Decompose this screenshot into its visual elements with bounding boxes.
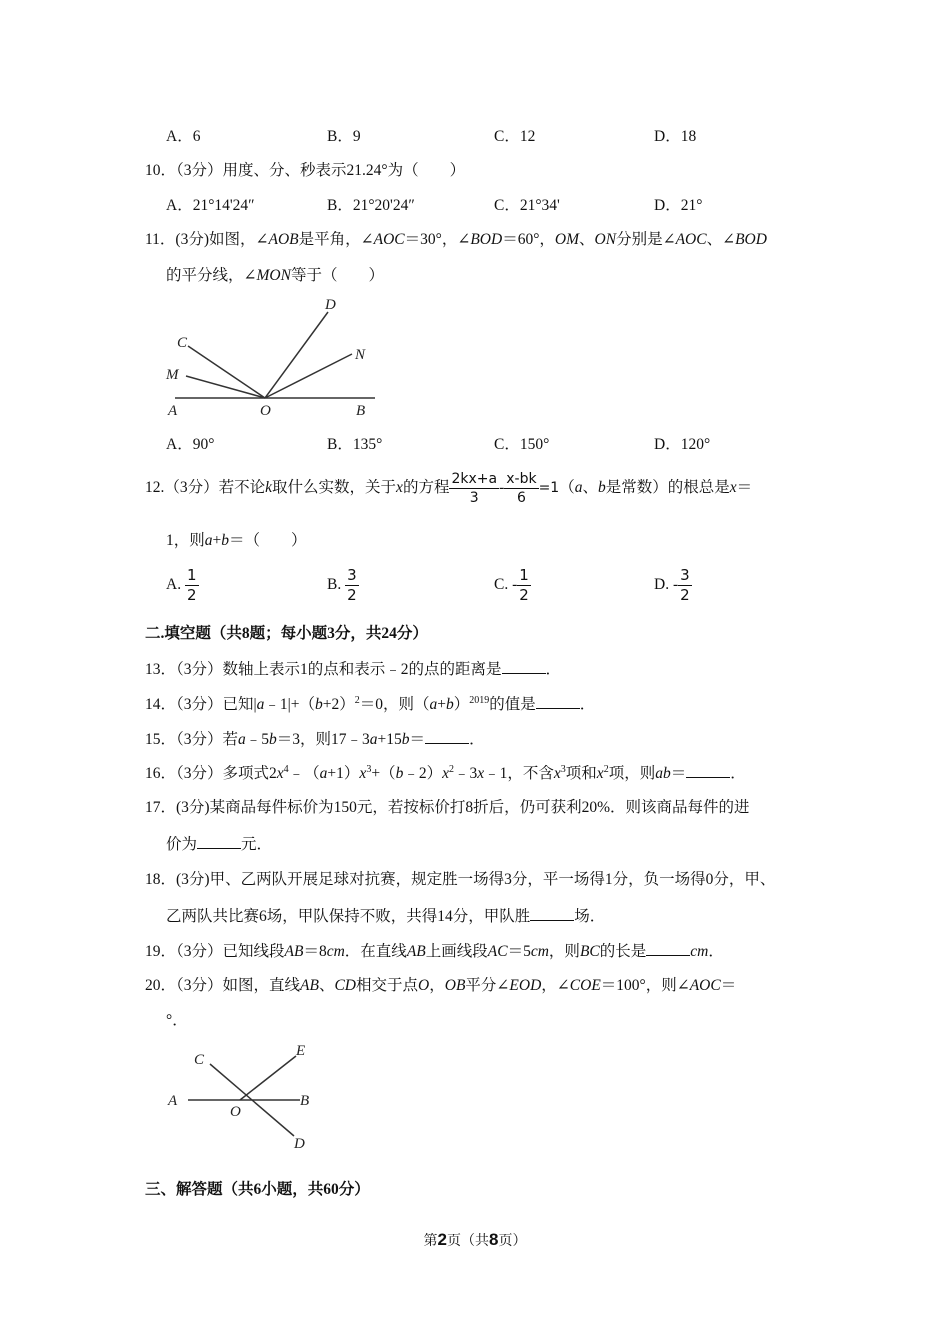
question-17-line1 — [145, 798, 750, 818]
math-var: BOD — [470, 231, 503, 248]
label-c: C — [194, 1052, 205, 1068]
answer-blank — [425, 729, 469, 744]
q10-text — [145, 161, 465, 181]
text-run: 16．（3分）多项式2 — [145, 765, 277, 782]
text-run: 10．（3分）用度、分、秒表示21.24°为（ ） — [145, 162, 466, 179]
superscript: 2 — [354, 695, 360, 706]
text-run: 是平角，∠ — [298, 231, 374, 248]
text-run: 分别是∠ — [616, 231, 676, 248]
math-var: x — [359, 765, 367, 782]
label-a: A — [168, 1093, 178, 1109]
answer-blank — [502, 659, 546, 674]
question-19-line1 — [145, 941, 724, 962]
var-k: k — [265, 479, 273, 496]
q11-option-a: A．90° — [166, 436, 215, 453]
q11-text-line2 — [166, 266, 384, 286]
var-x: x — [396, 479, 403, 496]
math-var: AOC — [373, 231, 405, 248]
superscript: 3 — [366, 764, 372, 775]
q11-angle-figure — [160, 290, 390, 425]
numerator: 3 — [680, 566, 690, 584]
q9-option-a: A．6 — [166, 128, 201, 145]
text-run: ﹣（ — [288, 765, 320, 782]
math-var: b — [395, 765, 404, 782]
answer-blank — [536, 694, 580, 709]
text-run: ． — [708, 943, 724, 960]
q9-option-d: D．18 — [654, 128, 697, 145]
superscript: 2019 — [469, 695, 490, 706]
q12-option-d — [654, 566, 692, 605]
label-d: D — [294, 1136, 305, 1152]
text-run: +15 — [377, 731, 402, 748]
math-var: x — [596, 765, 604, 782]
superscript: 2 — [448, 764, 454, 775]
text-run: ﹣5 — [245, 731, 270, 748]
text-run: ＝5 — [507, 943, 531, 960]
superscript: 3 — [560, 764, 566, 775]
text-run: 项，则 — [608, 765, 656, 782]
label-b: B — [300, 1093, 310, 1109]
numerator: 2kx+a — [451, 470, 498, 487]
text-run: °． — [166, 1012, 188, 1029]
option-letter: B. — [327, 576, 346, 594]
math-var: a — [369, 731, 378, 748]
math-var: AC — [487, 943, 508, 960]
math-var: EOD — [509, 977, 542, 994]
q12-text: 是常数）的根总是 — [605, 479, 730, 496]
math-var: x — [442, 765, 449, 782]
denominator: 3 — [469, 489, 479, 506]
text-run: +1） — [327, 765, 360, 782]
question-16-line1 — [145, 763, 746, 784]
q12-text: 12.（3分）若不论 — [145, 479, 266, 496]
math-var: b — [221, 532, 230, 549]
text-run: ＝ — [670, 765, 687, 782]
denominator: 2 — [186, 586, 197, 604]
text-run: ． — [545, 661, 562, 678]
numerator: 3 — [347, 566, 357, 584]
text-run: 上画线段 — [425, 943, 488, 960]
text-run: 、 — [579, 231, 595, 248]
text-run: ﹣3 — [453, 765, 478, 782]
math-var: AOC — [675, 231, 707, 248]
text-run: ﹣1，不含 — [484, 765, 554, 782]
text-run: 20．（3分）如图，直线 — [145, 977, 301, 994]
numerator: x-bk — [506, 470, 537, 487]
page-number: 2 — [437, 1230, 447, 1249]
math-var: AB — [406, 943, 426, 960]
question-14-line1 — [145, 694, 595, 715]
text-run: ﹣2） — [403, 765, 443, 782]
math-var: b — [445, 696, 454, 713]
label-m: M — [166, 367, 179, 383]
text-run: ﹣1|+（ — [264, 696, 315, 713]
q11-text-line1 — [145, 230, 767, 250]
math-var: b — [269, 731, 277, 748]
superscript: 2 — [603, 764, 609, 775]
label-b: B — [356, 403, 366, 419]
text-run: ，∠ — [541, 977, 570, 994]
label-o: O — [230, 1104, 241, 1120]
text-run: 的值是 — [489, 696, 536, 713]
q12-text: （ — [559, 479, 575, 496]
text-run: ．在直线 — [344, 943, 407, 960]
math-var: O — [418, 977, 430, 994]
math-var: cm — [326, 943, 345, 960]
q10-option-a: A．21°14'24″ — [166, 197, 255, 214]
math-var: b — [314, 696, 323, 713]
math-var: x — [477, 765, 485, 782]
denominator: 2 — [347, 586, 357, 604]
q12-text: 、 — [582, 479, 598, 496]
text-run: ） — [453, 696, 470, 713]
math-var: BOD — [735, 231, 767, 248]
label-c: C — [177, 335, 188, 351]
math-var: BC — [579, 943, 600, 960]
label-n: N — [355, 347, 366, 363]
math-var: a — [319, 765, 328, 782]
fraction-1 — [449, 470, 499, 507]
fraction — [345, 566, 359, 605]
q11-option-b: B．135° — [327, 436, 383, 453]
option-letter: D. — [654, 576, 673, 594]
math-var: a — [204, 532, 213, 549]
math-var: AOC — [689, 977, 721, 994]
section-3-heading: 三、解答题（共6小题，共60分） — [145, 1181, 370, 1198]
fraction-2 — [504, 470, 538, 507]
text-run: 价为 — [166, 836, 198, 853]
text-run: ＝3，则17﹣3 — [276, 731, 370, 748]
answer-blank — [197, 834, 241, 849]
footer-text: 页） — [498, 1234, 527, 1249]
answer-blank — [686, 763, 730, 778]
math-var: cm — [530, 943, 549, 960]
question-13-line1 — [145, 659, 561, 680]
math-var: CD — [334, 977, 357, 994]
math-var: a — [429, 696, 438, 713]
math-var: OB — [444, 977, 466, 994]
section-2-heading: 二.填空题（共8题；每小题3分，共24分） — [145, 625, 428, 642]
minus-sign: - — [499, 479, 505, 496]
q12-text: 的方程 — [402, 479, 450, 496]
math-var: cm — [690, 943, 709, 960]
answer-blank — [530, 906, 574, 921]
text-run: 乙两队共比赛6场，甲队保持不败，共得14分，甲队胜 — [166, 908, 531, 925]
denominator: 6 — [516, 489, 526, 506]
fraction — [678, 566, 692, 605]
text-run: 17．(3分)某商品每件标价为150元，若按标价打8折后，仍可获利20%．则该商品每件的进 — [145, 799, 750, 816]
var-b: b — [598, 479, 606, 496]
text-run: ＝0，则（ — [359, 696, 430, 713]
math-var: ON — [594, 231, 617, 248]
var-a: a — [574, 479, 583, 496]
text-run: 元． — [241, 836, 273, 853]
option-letter: C. — [494, 576, 513, 594]
q10-option-d: D．21° — [654, 197, 703, 214]
q12-option-c — [494, 566, 531, 605]
question-18-line2 — [166, 906, 605, 927]
label-d: D — [325, 297, 336, 313]
q12-option-a — [166, 566, 199, 605]
text-run: ． — [579, 696, 596, 713]
total-pages: 8 — [489, 1230, 499, 1249]
math-var: a — [238, 731, 246, 748]
question-17-line2 — [166, 834, 272, 855]
text-run: 19．（3分）已知线段 — [145, 943, 285, 960]
label-e: E — [296, 1043, 306, 1059]
math-var: AB — [300, 977, 319, 994]
math-var: ab — [655, 765, 671, 782]
math-var: x — [276, 765, 284, 782]
math-var: OM — [554, 231, 579, 248]
question-20-line1 — [145, 976, 736, 996]
numerator: 1 — [186, 566, 197, 584]
footer-text: 页（共 — [447, 1234, 489, 1249]
text-run: ＝ — [720, 977, 737, 994]
denominator: 2 — [680, 586, 690, 604]
q11-option-c: C．150° — [494, 436, 550, 453]
text-run: ＝100°，则∠ — [600, 977, 690, 994]
text-run: + — [212, 532, 222, 549]
text-run: 场． — [574, 908, 606, 925]
question-18-line1 — [145, 870, 775, 890]
q12-text-line1 — [145, 469, 752, 507]
q9-option-c: C．12 — [494, 128, 536, 145]
text-run: 13．（3分）数轴上表示1的点和表示﹣2的点的距离是 — [145, 661, 502, 678]
q12-option-b — [327, 566, 359, 605]
text-run: + — [437, 696, 446, 713]
text-run: ＝（ ） — [229, 532, 307, 549]
q20-lines-figure — [160, 1040, 330, 1155]
text-run: 18．(3分)甲、乙两队开展足球对抗赛，规定胜一场得3分，平一场得1分，负一场得0分，甲、 — [145, 871, 776, 888]
q12-text: ＝ — [736, 479, 753, 496]
text-run: +2） — [322, 696, 355, 713]
q11-option-d: D．120° — [654, 436, 711, 453]
text-run: 15．（3分）若 — [145, 731, 239, 748]
label-a: A — [168, 403, 178, 419]
var-x: x — [729, 479, 737, 496]
text-run: ， — [429, 977, 445, 994]
text-run: 相交于点 — [356, 977, 419, 994]
q10-option-c: C．21°34' — [494, 197, 560, 214]
option-letter: A. — [166, 576, 185, 594]
math-var: b — [401, 731, 410, 748]
q12-text-line2 — [166, 531, 307, 551]
math-var: AB — [284, 943, 304, 960]
text-run: 1，则 — [166, 532, 205, 549]
page-footer — [0, 1230, 950, 1250]
footer-text: 第 — [423, 1234, 438, 1249]
math-var: MON — [256, 267, 291, 284]
minus-sign: - — [512, 576, 518, 594]
math-var: AOB — [268, 231, 299, 248]
answer-blank — [646, 941, 690, 956]
text-run: ＝ — [409, 731, 426, 748]
math-var: COE — [569, 977, 601, 994]
text-run: 14．（3分）已知| — [145, 696, 257, 713]
label-o: O — [260, 403, 271, 419]
q12-text: 取什么实数，关于 — [272, 479, 397, 496]
text-run: 11．(3分)如图，∠ — [145, 231, 269, 248]
denominator: 2 — [519, 586, 529, 604]
fraction — [517, 566, 531, 605]
text-run: ＝60°， — [502, 231, 555, 248]
minus-sign: - — [672, 576, 679, 594]
text-run: 的长是 — [599, 943, 647, 960]
q9-option-b: B．9 — [327, 128, 361, 145]
text-run: 、 — [318, 977, 335, 994]
text-run: ，则 — [548, 943, 580, 960]
question-20-line2 — [166, 1011, 188, 1031]
equals-one: =1 — [538, 480, 560, 496]
text-run: 平分∠ — [465, 977, 510, 994]
text-run: ＝30°，∠ — [404, 231, 471, 248]
q10-option-b: B．21°20'24″ — [327, 197, 415, 214]
question-15-line1 — [145, 729, 485, 750]
text-run: 、∠ — [706, 231, 736, 248]
math-var: a — [256, 696, 265, 713]
math-var: x — [553, 765, 561, 782]
text-run: 的平分线，∠ — [166, 267, 257, 284]
numerator: 1 — [519, 566, 529, 584]
text-run: ． — [469, 731, 485, 748]
text-run: 等于（ ） — [290, 267, 384, 284]
fraction — [185, 566, 199, 605]
text-run: +（ — [371, 765, 396, 782]
text-run: 项和 — [565, 765, 597, 782]
superscript: 4 — [283, 764, 289, 775]
text-run: ＝8 — [303, 943, 327, 960]
text-run: ． — [730, 765, 746, 782]
